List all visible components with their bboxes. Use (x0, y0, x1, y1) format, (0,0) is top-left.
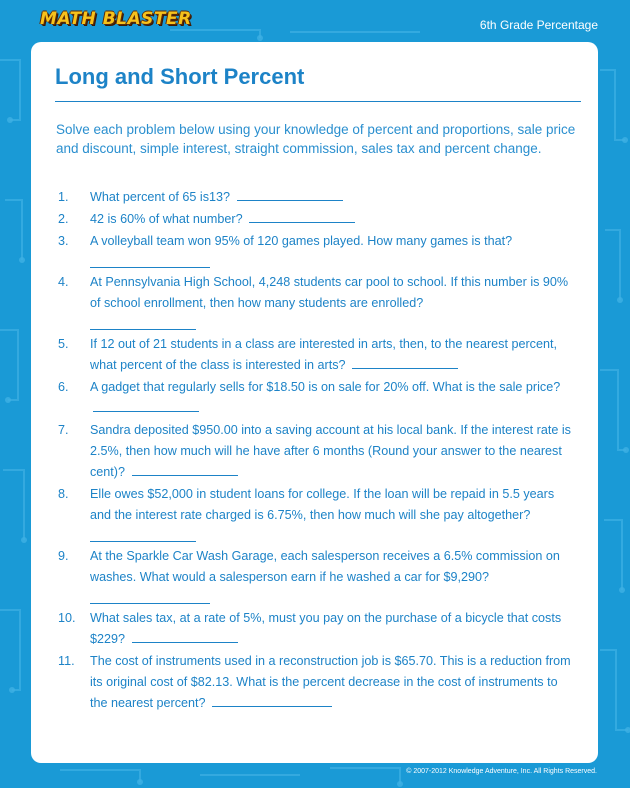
worksheet-paper (31, 42, 598, 763)
question-number: 4. (58, 275, 69, 289)
question-text: The cost of instruments used in a reconstruction job is $65.70. This is a reduction from its original cost of $82.13. What is the percent decrease in the cost of instruments to the nearest percent? (90, 654, 571, 710)
answer-blank[interactable] (237, 188, 343, 201)
worksheet-title: Long and Short Percent (55, 64, 305, 89)
question-text: A gadget that regularly sells for $18.50 is on sale for 20% off. What is the sale price? (90, 380, 561, 394)
question-number: 3. (58, 234, 69, 248)
question-item (58, 209, 578, 230)
question-number: 8. (58, 487, 69, 501)
answer-blank[interactable] (90, 256, 210, 268)
answer-blank[interactable] (249, 210, 355, 223)
answer-blank[interactable] (90, 592, 210, 604)
question-item (58, 420, 578, 483)
answer-blank[interactable] (212, 694, 332, 707)
answer-blank[interactable] (352, 356, 458, 369)
question-number: 6. (58, 380, 69, 394)
question-text: At the Sparkle Car Wash Garage, each salesperson receives a 6.5% commission on washes. What would a salesperson earn if he washed a car for $9,290? (90, 549, 560, 584)
math-blaster-logo: MATH BLASTER (40, 9, 192, 29)
question-text: Elle owes $52,000 in student loans for college. If the loan will be repaid in 5.5 years and the interest rate charged is 6.75%, then how much will she pay altogether? (90, 487, 555, 522)
question-number: 2. (58, 212, 69, 226)
question-item (58, 187, 578, 208)
question-item (58, 546, 578, 604)
question-text: At Pennsylvania High School, 4,248 students car pool to school. If this number is 90% of school enrollment, then how many students are enrolled? (90, 275, 569, 310)
question-text: 42 is 60% of what number? (90, 212, 243, 226)
title-divider (55, 101, 581, 102)
copyright-notice: © 2007-2012 Knowledge Adventure, Inc. All Rights Reserved. (406, 768, 597, 775)
question-number: 7. (58, 423, 69, 437)
question-item (58, 651, 578, 714)
answer-blank[interactable] (132, 630, 238, 643)
worksheet-instructions: Solve each problem below using your knowledge of percent and proportions, sale price and discount, simple interest, straight commission, sales tax and percent change. (56, 122, 576, 156)
question-number: 1. (58, 190, 69, 204)
question-list (58, 187, 578, 715)
question-text: Sandra deposited $950.00 into a saving account at his local bank. If the interest rate is 2.5%, then how much will he have after 6 months (Round your answer to the nearest cent)? (90, 423, 571, 479)
answer-blank[interactable] (90, 318, 196, 330)
answer-blank[interactable] (93, 399, 199, 412)
question-item (58, 484, 578, 542)
question-item (58, 334, 578, 376)
question-item (58, 272, 578, 330)
question-item (58, 231, 578, 268)
question-number: 11. (58, 654, 75, 668)
answer-blank[interactable] (132, 463, 238, 476)
question-text: A volleyball team won 95% of 120 games played. How many games is that? (90, 234, 513, 248)
question-text: What sales tax, at a rate of 5%, must you pay on the purchase of a bicycle that costs $229? (90, 611, 562, 646)
answer-blank[interactable] (90, 530, 196, 542)
question-number: 9. (58, 549, 69, 563)
question-text: If 12 out of 21 students in a class are interested in arts, then, to the nearest percent, what percent of the class is interested in arts? (90, 337, 557, 372)
question-text: What percent of 65 is13? (90, 190, 231, 204)
question-number: 10. (58, 611, 76, 625)
grade-label: 6th Grade Percentage (479, 18, 598, 32)
question-item (58, 608, 578, 650)
question-number: 5. (58, 337, 69, 351)
question-item (58, 377, 578, 419)
